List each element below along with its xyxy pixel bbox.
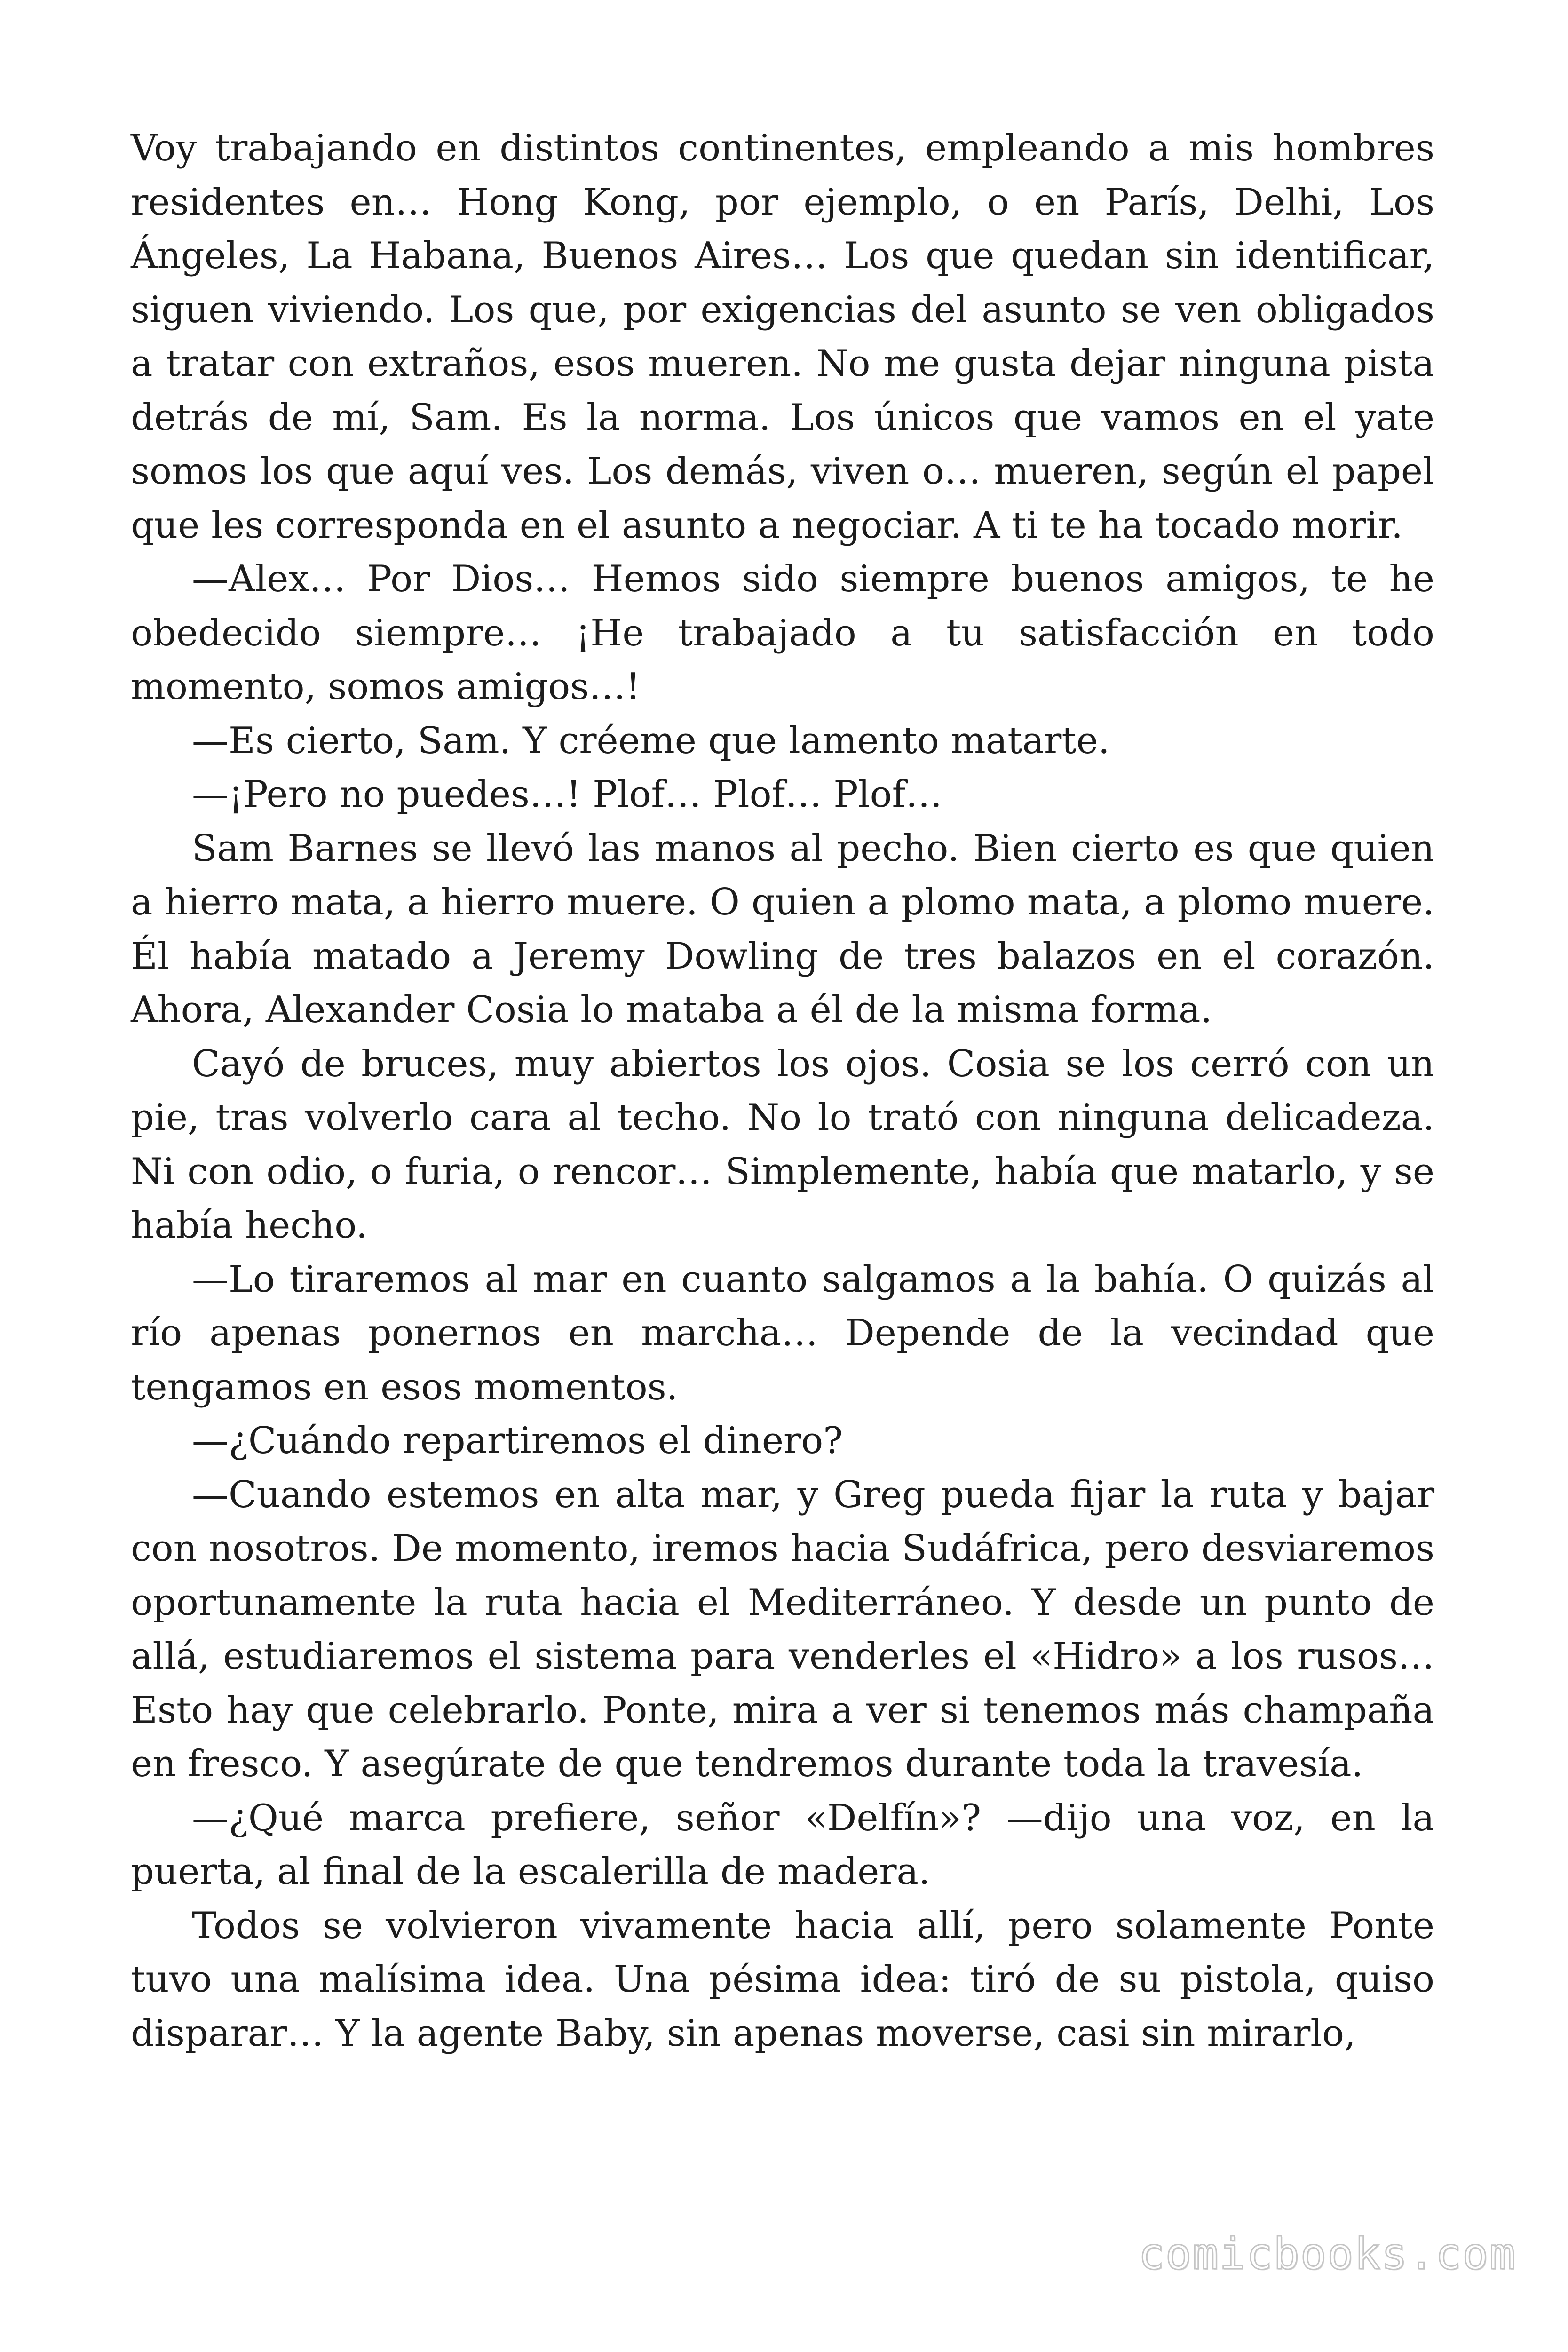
paragraph-7: —Lo tiraremos al mar en cuanto salgamos a la bahía. O quizás al río apenas ponernos en marcha… Depende de la vecindad que tengamos en esos momentos.: [131, 1258, 1434, 1408]
paragraph-1: Voy trabajando en distintos continentes, empleando a mis hombres residentes en… Hong Kong, por ejemplo, o en París, Delhi, Los Ángeles, La Habana, Buenos Aires… Los que quedan sin identificar, siguen viviendo. Los que, por exigencias del asunto se ven obligados a tratar con extraños, esos mueren. No me gusta dejar ninguna pista detrás de mí, Sam. Es la norma. Los únicos que vamos en el yate somos los que aquí ves. Los demás, viven o… mueren, según el papel que les corresponda en el asunto a negociar. A ti te ha tocado morir.: [131, 127, 1434, 547]
paragraph-11: Todos se volvieron vivamente hacia allí, pero solamente Ponte tuvo una malísima idea. Una pésima idea: tiró de su pistola, quiso disparar… Y la agente Baby, sin apenas moverse, casi sin mirarlo,: [131, 1904, 1434, 2055]
paragraph-9: —Cuando estemos en alta mar, y Greg pueda fijar la ruta y bajar con nosotros. De momento, iremos hacia Sudáfrica, pero desviaremos oportunamente la ruta hacia el Mediterráneo. Y desde un punto de allá, estudiaremos el sistema para venderles el «Hidro» a los rusos… Esto hay que celebrarlo. Ponte, mira a ver si tenemos más champaña en fresco. Y asegúrate de que tendremos durante toda la travesía.: [131, 1473, 1434, 1785]
paragraph-4: —¡Pero no puedes…! Plof… Plof… Plof…: [192, 773, 942, 816]
paragraph-3: —Es cierto, Sam. Y créeme que lamento matarte.: [192, 719, 1110, 762]
paragraph-6: Cayó de bruces, muy abiertos los ojos. Cosia se los cerró con un pie, tras volverlo cara al techo. No lo trató con ninguna delicadeza. Ni con odio, o furia, o rencor… Simplemente, había que matarlo, y se había hecho.: [131, 1042, 1434, 1247]
watermark: comicbooks.com: [1138, 2229, 1516, 2279]
paragraph-5: Sam Barnes se llevó las manos al pecho. Bien cierto es que quien a hierro mata, a hierro muere. O quien a plomo mata, a plomo muere. Él había matado a Jeremy Dowling de tres balazos en el corazón. Ahora, Alexander Cosia lo mataba a él de la misma forma.: [131, 827, 1434, 1031]
paragraph-2: —Alex… Por Dios… Hemos sido siempre buenos amigos, te he obedecido siempre… ¡He trabajado a tu satisfacción en todo momento, somos amigos…!: [131, 558, 1434, 708]
page-body-text: [131, 121, 1434, 2060]
paragraph-8: —¿Cuándo repartiremos el dinero?: [192, 1420, 843, 1462]
paragraph-10: —¿Qué marca prefiere, señor «Delfín»? —dijo una voz, en la puerta, al final de la escalerilla de madera.: [131, 1796, 1434, 1893]
